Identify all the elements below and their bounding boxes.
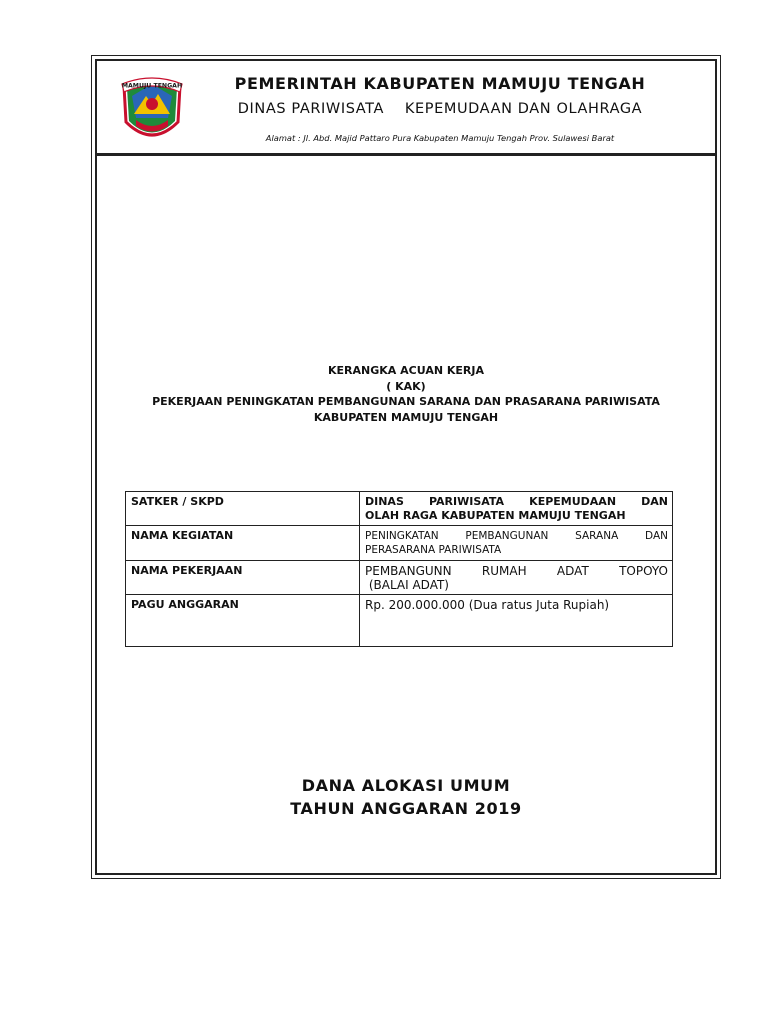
table-row xyxy=(126,492,673,526)
logo-banner-text: MAMUJU TENGAH xyxy=(121,82,183,90)
letterhead-address: Alamat : Jl. Abd. Majid Pattaro Pura Kabupaten Mamuju Tengah Prov. Sulawesi Barat xyxy=(265,133,615,143)
row-value-satker xyxy=(360,492,673,526)
row-value-pekerjaan xyxy=(360,561,673,595)
letterhead-title: PEMERINTAH KABUPATEN MAMUJU TENGAH xyxy=(234,74,646,93)
table-row xyxy=(126,595,673,647)
row-value-kegiatan xyxy=(360,526,673,561)
funding-title xyxy=(100,774,712,820)
heading-line-2: ( KAK) xyxy=(386,379,426,393)
document-heading xyxy=(100,363,712,425)
project-info-table xyxy=(125,491,673,647)
heading-line-1: KERANGKA ACUAN KERJA xyxy=(328,364,484,377)
funding-line-2: TAHUN ANGGARAN 2019 xyxy=(290,799,522,818)
regency-crest-logo xyxy=(118,74,186,148)
value-line: PEMBANGUNN RUMAH ADAT TOPOYO xyxy=(365,564,668,578)
letterhead-subtitle: DINAS PARIWISATA KEPEMUDAAN DAN OLAHRAGA xyxy=(237,101,643,117)
value-line: OLAH RAGA KABUPATEN MAMUJU TENGAH xyxy=(365,509,626,522)
row-label-pekerjaan: NAMA PEKERJAAN xyxy=(126,561,360,595)
row-value-pagu: Rp. 200.000.000 (Dua ratus Juta Rupiah) xyxy=(360,595,673,647)
row-label-pagu: PAGU ANGGARAN xyxy=(126,595,360,647)
heading-line-3: PEKERJAAN PENINGKATAN PEMBANGUNAN SARANA DAN PRASARANA PARIWISATA xyxy=(152,395,660,408)
value-line: (BALAI ADAT) xyxy=(365,578,449,592)
letterhead-divider xyxy=(95,153,717,156)
table-row xyxy=(126,526,673,561)
value-line: PERASARANA PARIWISATA xyxy=(365,544,502,556)
row-label-satker: SATKER / SKPD xyxy=(126,492,360,526)
value-line: DINAS PARIWISATA KEPEMUDAAN DAN xyxy=(365,495,668,508)
row-label-kegiatan: NAMA KEGIATAN xyxy=(126,526,360,561)
page-border-inner xyxy=(95,59,717,875)
heading-line-4: KABUPATEN MAMUJU TENGAH xyxy=(313,410,499,424)
value-line: PENINGKATAN PEMBANGUNAN SARANA DAN xyxy=(365,530,668,542)
table-row xyxy=(126,561,673,595)
funding-line-1: DANA ALOKASI UMUM xyxy=(301,776,511,795)
